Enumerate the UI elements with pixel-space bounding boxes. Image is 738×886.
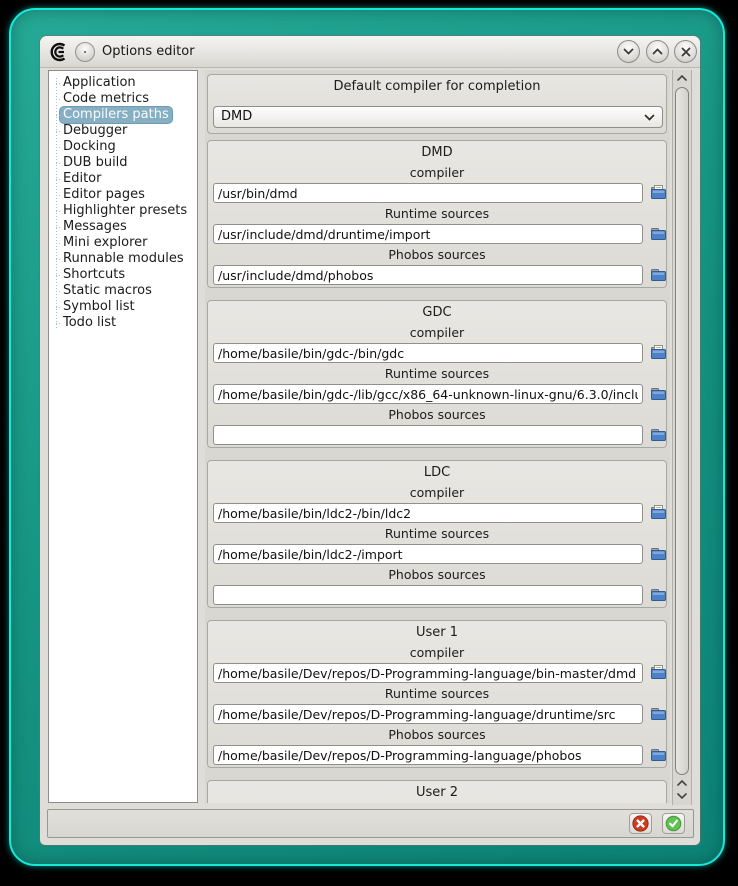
folder-icon — [649, 425, 668, 444]
folder-icon — [649, 224, 668, 243]
folder-icon — [649, 503, 668, 522]
browse-button[interactable] — [648, 745, 668, 765]
scroll-up-button-bottom[interactable] — [673, 777, 691, 789]
browse-button[interactable] — [648, 704, 668, 724]
sidebar-item-label: Todo list — [63, 315, 117, 330]
accept-button[interactable] — [662, 813, 685, 834]
path-label: Phobos sources — [388, 567, 486, 582]
path-label: compiler — [409, 325, 465, 340]
browse-button[interactable] — [648, 425, 668, 445]
sidebar-item-label: Code metrics — [63, 91, 150, 106]
browse-button[interactable] — [648, 183, 668, 203]
compiler-group-rows — [208, 323, 666, 446]
path-input[interactable] — [213, 544, 643, 564]
path-fieldwrap — [213, 585, 666, 605]
folder-icon — [649, 585, 668, 604]
compiler-group-rows — [208, 163, 666, 286]
path-fieldwrap — [213, 503, 666, 523]
path-fieldwrap — [213, 745, 666, 765]
default-compiler-value: DMD — [221, 109, 253, 124]
path-label: compiler — [409, 485, 465, 500]
path-input[interactable] — [213, 183, 643, 203]
sidebar-item-label: Compilers paths — [60, 107, 172, 123]
folder-icon — [649, 183, 668, 202]
path-fieldwrap — [213, 425, 666, 445]
completion-group-title: Default compiler for completion — [333, 79, 541, 94]
path-row — [208, 323, 666, 364]
path-row — [208, 405, 666, 446]
sidebar-item-label: Shortcuts — [63, 267, 126, 282]
accept-icon — [665, 815, 682, 832]
completion-group — [207, 74, 667, 134]
chevron-up-icon — [677, 75, 687, 81]
compiler-group — [207, 620, 667, 768]
folder-icon — [649, 745, 668, 764]
compiler-group-rows — [208, 643, 666, 766]
path-row — [208, 524, 666, 565]
category-tree — [49, 71, 197, 331]
path-label: Phobos sources — [388, 727, 486, 742]
browse-button[interactable] — [648, 224, 668, 244]
path-input[interactable] — [213, 585, 643, 605]
options-scrollbox — [205, 70, 670, 803]
path-input[interactable] — [213, 384, 643, 404]
path-label: Runtime sources — [384, 686, 490, 701]
compiler-group — [207, 300, 667, 448]
compiler-group — [207, 140, 667, 288]
sidebar-item[interactable] — [49, 75, 197, 91]
path-label: Phobos sources — [388, 247, 486, 262]
path-fieldwrap — [213, 544, 666, 564]
path-label: Phobos sources — [388, 407, 486, 422]
sidebar-item-label: Highlighter presets — [63, 203, 188, 218]
statusbar — [47, 809, 694, 838]
sidebar-item[interactable] — [49, 91, 197, 107]
sidebar-item-label: Editor pages — [63, 187, 145, 202]
scrollbar-thumb[interactable] — [675, 87, 689, 775]
chevron-down-icon — [623, 48, 634, 55]
chevron-down-icon — [677, 793, 687, 799]
path-input[interactable] — [213, 265, 643, 285]
folder-icon — [649, 384, 668, 403]
path-label: Runtime sources — [384, 206, 490, 221]
sidebar-item-label: Symbol list — [63, 299, 135, 314]
compiler-group-rows — [208, 483, 666, 606]
path-fieldwrap — [213, 663, 666, 683]
sidebar-item[interactable] — [49, 107, 197, 123]
path-fieldwrap — [213, 265, 666, 285]
sidebar-item-label: Messages — [63, 219, 127, 234]
folder-icon — [649, 544, 668, 563]
compiler-group — [207, 780, 667, 803]
sidebar-item[interactable] — [49, 283, 197, 299]
sidebar-item-label: Debugger — [63, 123, 128, 138]
sidebar-item-label: Mini explorer — [63, 235, 148, 250]
category-list[interactable] — [48, 70, 198, 803]
path-input[interactable] — [213, 745, 643, 765]
window-title: Options editor — [102, 44, 195, 59]
window-menu-button[interactable] — [75, 42, 95, 62]
folder-icon — [649, 704, 668, 723]
path-row — [208, 643, 666, 684]
compiler-group-title: User 2 — [415, 785, 459, 800]
path-row — [208, 245, 666, 286]
path-row — [208, 565, 666, 606]
path-row — [208, 204, 666, 245]
cancel-button[interactable] — [629, 813, 652, 834]
options-editor-window — [40, 36, 700, 845]
window-frame — [9, 8, 725, 866]
path-row — [208, 725, 666, 766]
sidebar-item[interactable] — [49, 235, 197, 251]
path-row — [208, 483, 666, 524]
restore-button[interactable] — [646, 40, 669, 63]
path-fieldwrap — [213, 183, 666, 203]
folder-icon — [649, 265, 668, 284]
chevron-up-icon — [677, 780, 687, 786]
sidebar-item[interactable] — [49, 155, 197, 171]
browse-button[interactable] — [648, 265, 668, 285]
compiler-group-title: User 1 — [415, 625, 459, 640]
sidebar-item-label: DUB build — [63, 155, 128, 170]
sidebar-item[interactable] — [49, 299, 197, 315]
sidebar-item[interactable] — [49, 123, 197, 139]
path-input[interactable] — [213, 503, 643, 523]
sidebar-item[interactable] — [49, 187, 197, 203]
browse-button[interactable] — [648, 663, 668, 683]
folder-icon — [649, 343, 668, 362]
folder-icon — [649, 663, 668, 682]
sidebar-item[interactable] — [49, 171, 197, 187]
sidebar-item[interactable] — [49, 139, 197, 155]
compiler-group-title: GDC — [422, 305, 452, 320]
path-label: Runtime sources — [384, 526, 490, 541]
sidebar-item-label: Application — [63, 75, 136, 90]
compiler-group — [207, 460, 667, 608]
path-input[interactable] — [213, 224, 643, 244]
path-fieldwrap — [213, 384, 666, 404]
path-label: compiler — [409, 645, 465, 660]
close-button[interactable] — [674, 40, 697, 63]
sidebar-item[interactable] — [49, 203, 197, 219]
vertical-scrollbar[interactable] — [672, 70, 692, 805]
chevron-down-icon — [644, 114, 655, 121]
path-row — [208, 684, 666, 725]
titlebar[interactable] — [40, 36, 700, 68]
path-label: compiler — [409, 165, 465, 180]
scroll-down-button[interactable] — [673, 790, 691, 802]
coedit-logo-icon — [49, 42, 69, 62]
compiler-group-title: DMD — [421, 145, 453, 160]
browse-button[interactable] — [648, 384, 668, 404]
browse-button[interactable] — [648, 503, 668, 523]
default-compiler-select[interactable] — [213, 106, 663, 128]
scroll-up-button[interactable] — [673, 72, 691, 84]
path-input[interactable] — [213, 343, 643, 363]
chevron-up-icon — [652, 48, 663, 55]
close-icon — [681, 47, 691, 57]
browse-button[interactable] — [648, 544, 668, 564]
browse-button[interactable] — [648, 343, 668, 363]
path-fieldwrap — [213, 224, 666, 244]
minimize-button[interactable] — [617, 40, 640, 63]
path-input[interactable] — [213, 663, 643, 683]
sidebar-item-label: Runnable modules — [63, 251, 184, 266]
sidebar-item[interactable] — [49, 251, 197, 267]
compiler-group-title: LDC — [423, 465, 451, 480]
path-fieldwrap — [213, 343, 666, 363]
sidebar-item-label: Docking — [63, 139, 116, 154]
sidebar-item-label: Static macros — [63, 283, 152, 298]
path-row — [208, 364, 666, 405]
path-row — [208, 163, 666, 204]
path-label: Runtime sources — [384, 366, 490, 381]
sidebar-item[interactable] — [49, 219, 197, 235]
path-input[interactable] — [213, 704, 643, 724]
sidebar-item[interactable] — [49, 267, 197, 283]
path-input[interactable] — [213, 425, 643, 445]
cancel-icon — [632, 815, 649, 832]
path-fieldwrap — [213, 704, 666, 724]
sidebar-item[interactable] — [49, 315, 197, 331]
browse-button[interactable] — [648, 585, 668, 605]
sidebar-item-label: Editor — [63, 171, 102, 186]
